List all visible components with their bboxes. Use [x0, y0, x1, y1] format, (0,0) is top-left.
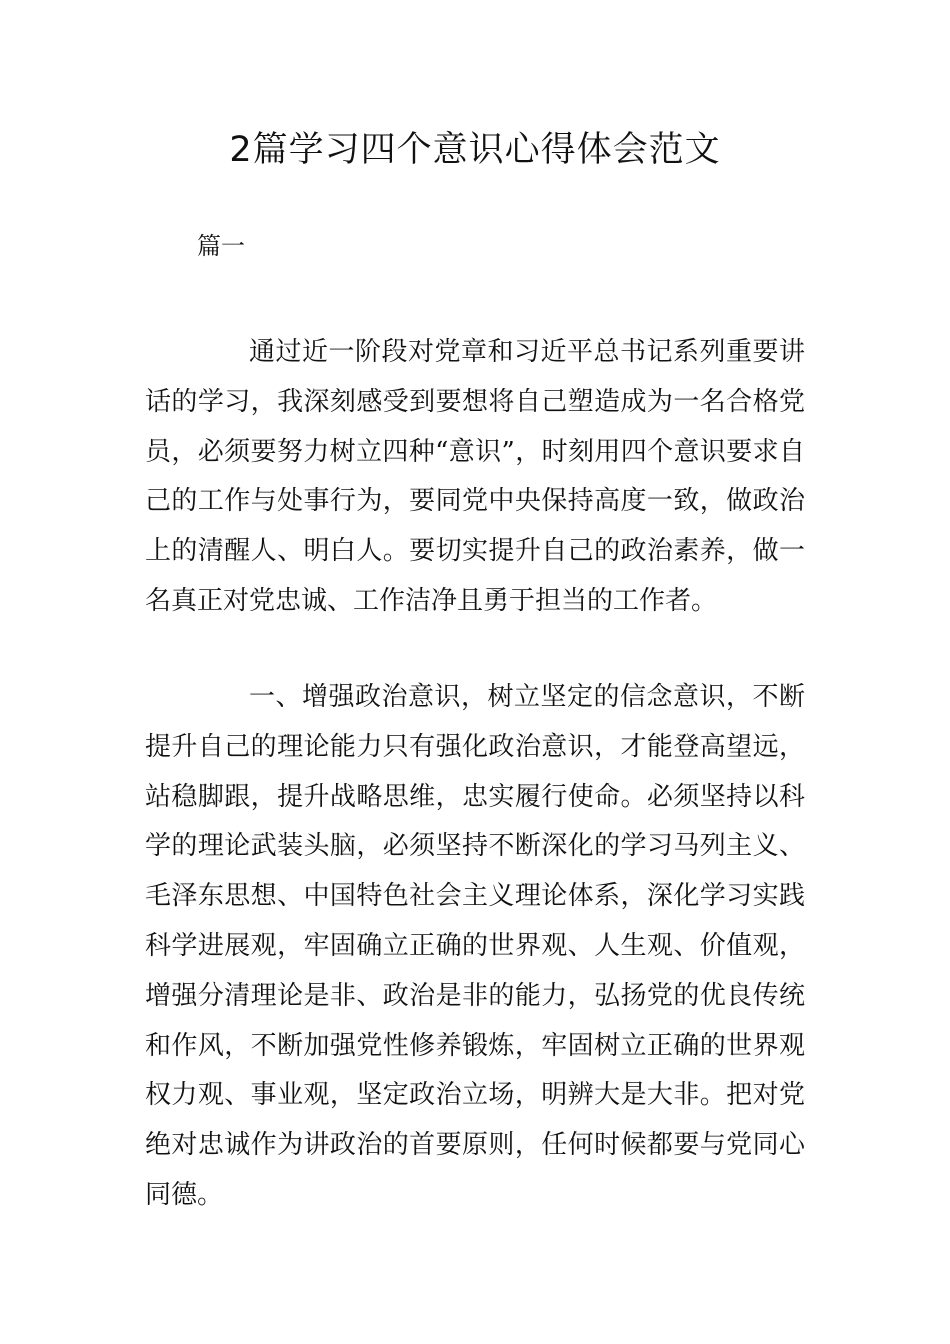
document-title: 2篇学习四个意识心得体会范文 — [229, 130, 721, 170]
section-label: 篇一 — [197, 232, 245, 260]
paragraph-political-awareness: 一、增强政治意识，树立坚定的信念意识，不断提升自己的理论能力只有强化政治意识，才能登高望远，站稳脚跟，提升战略思维，忠实履行使命。必须坚持以科学的理论武装头脑，必须坚持不断深化的学习马列主义、毛泽东思想、中国特色社会主义理论体系，深化学习实践科学进展观，牢固确立正确的世界观、人生观、价值观，增强分清理论是非、政治是非的能力，弘扬党的优良传统和作风，不断加强党性修养锻炼，牢固树立正确的世界观权力观、事业观，坚定政治立场，明辨大是大非。把对党绝对忠诚作为讲政治的首要原则，任何时候都要与党同心同德。 — [145, 682, 805, 1210]
paragraph-intro: 通过近一阶段对党章和习近平总书记系列重要讲话的学习，我深刻感受到要想将自己塑造成为一名合格党员，必须要努力树立四种“意识”，时刻用四个意识要求自己的工作与处事行为，要同党中央保持高度一致，做政治上的清醒人、明白人。要切实提升自己的政治素养，做一名真正对党忠诚、工作洁净且勇于担当的工作者。 — [145, 337, 805, 616]
